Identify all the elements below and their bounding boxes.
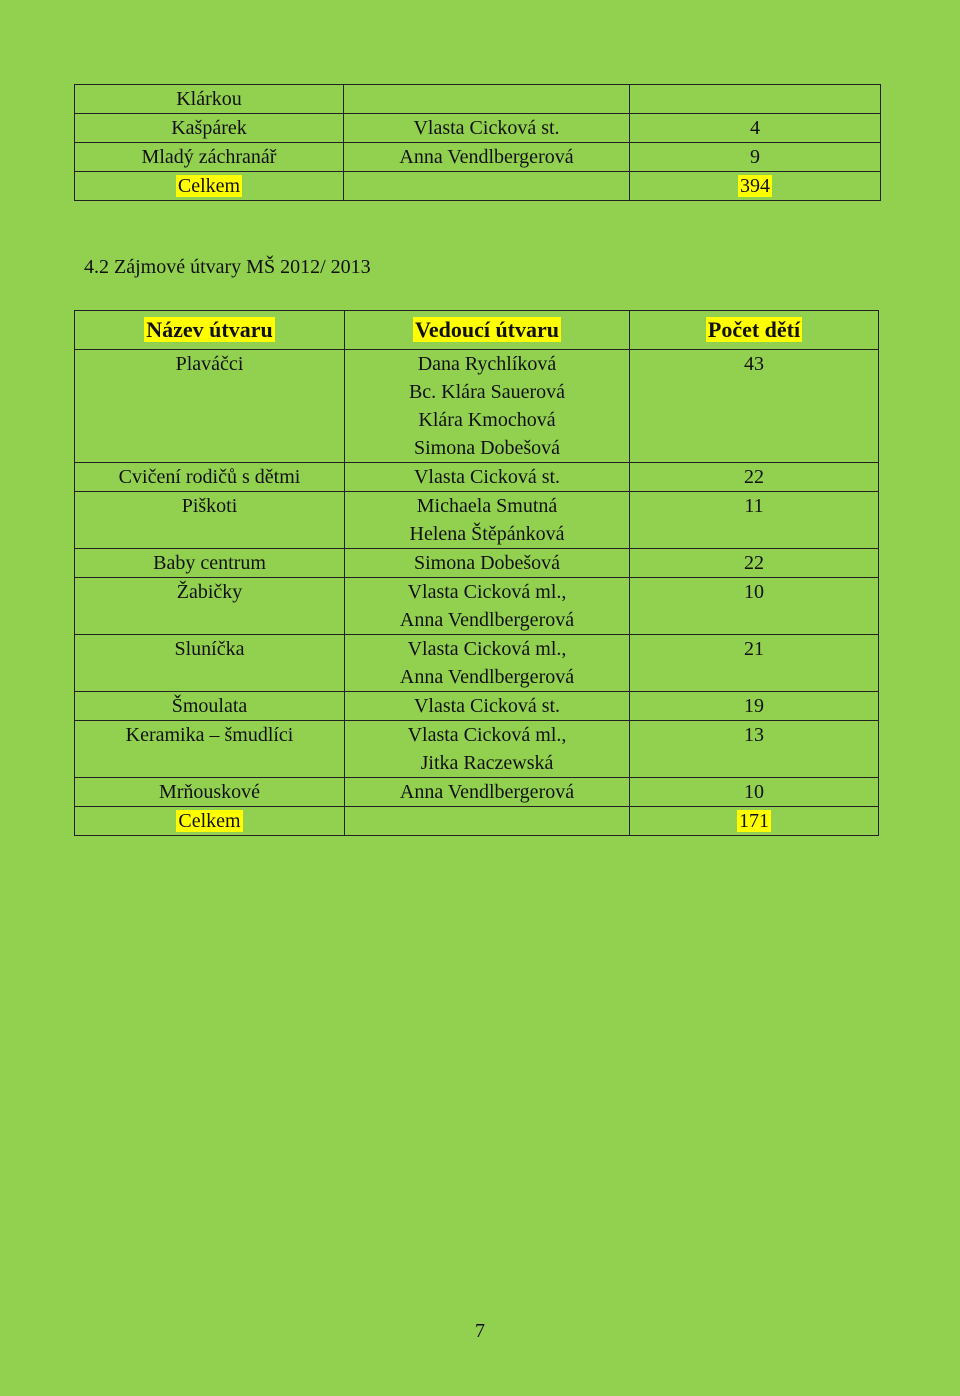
group-leader: Klára Kmochová <box>418 409 556 431</box>
group-leaders <box>345 578 630 635</box>
total-value-cell <box>630 807 879 836</box>
group-name: Keramika – šmudlíci <box>75 721 345 778</box>
group-leader: Vlasta Cicková ml., <box>407 581 567 603</box>
group-count: 11 <box>630 492 879 549</box>
total-value: 394 <box>740 175 770 197</box>
group-count: 10 <box>630 578 879 635</box>
table-row <box>75 143 881 172</box>
group-leaders <box>345 463 630 492</box>
table-row <box>75 721 879 778</box>
empty-cell <box>345 807 630 836</box>
group-leader: Vlasta Cicková st. <box>413 695 561 717</box>
group-leaders <box>345 549 630 578</box>
table-row <box>75 578 879 635</box>
table-row <box>75 114 881 143</box>
group-leader: Anna Vendlbergerová <box>399 666 575 688</box>
group-leaders <box>345 635 630 692</box>
continued-activities-table <box>74 84 881 201</box>
group-leader: Anna Vendlbergerová <box>399 781 575 803</box>
activity-count <box>630 85 881 114</box>
group-leader: Anna Vendlbergerová <box>399 609 575 631</box>
table-header-row <box>75 311 879 350</box>
group-name: Plaváčci <box>75 350 345 463</box>
header-leader: Vedoucí útvaru <box>414 317 560 342</box>
table-row <box>75 635 879 692</box>
group-count: 43 <box>630 350 879 463</box>
total-row <box>75 172 881 201</box>
group-name: Piškoti <box>75 492 345 549</box>
group-count: 13 <box>630 721 879 778</box>
activity-name: Kašpárek <box>75 114 344 143</box>
header-count: Počet dětí <box>707 317 801 342</box>
activity-leader: Vlasta Cicková st. <box>344 114 630 143</box>
group-name: Baby centrum <box>75 549 345 578</box>
group-leader: Vlasta Cicková ml., <box>407 638 567 660</box>
group-leader: Simona Dobešová <box>413 552 561 574</box>
total-label: Celkem <box>177 175 241 197</box>
header-leader-cell <box>345 311 630 350</box>
total-row <box>75 807 879 836</box>
table-body <box>75 350 879 807</box>
group-leader: Vlasta Cicková st. <box>413 466 561 488</box>
group-leaders <box>345 721 630 778</box>
total-value-cell <box>630 172 881 201</box>
group-leaders <box>345 778 630 807</box>
group-leader: Jitka Raczewská <box>420 752 554 774</box>
table-row <box>75 549 879 578</box>
activity-leader: Anna Vendlbergerová <box>344 143 630 172</box>
group-count: 10 <box>630 778 879 807</box>
group-count: 22 <box>630 463 879 492</box>
interest-groups-table <box>74 310 879 836</box>
group-leader: Vlasta Cicková ml., <box>407 724 567 746</box>
group-name: Cvičení rodičů s dětmi <box>75 463 345 492</box>
group-leaders <box>345 492 630 549</box>
group-leaders <box>345 350 630 463</box>
group-count: 19 <box>630 692 879 721</box>
group-name: Sluníčka <box>75 635 345 692</box>
activity-count: 9 <box>630 143 881 172</box>
table-row <box>75 778 879 807</box>
group-name: Žabičky <box>75 578 345 635</box>
header-name: Název útvaru <box>146 317 273 342</box>
total-label: Celkem <box>178 810 241 832</box>
table-row <box>75 463 879 492</box>
total-label-cell <box>75 172 344 201</box>
group-leader: Michaela Smutná <box>416 495 558 517</box>
table-row <box>75 692 879 721</box>
group-leader: Dana Rychlíková <box>417 353 557 375</box>
activity-count: 4 <box>630 114 881 143</box>
header-name-cell <box>75 311 345 350</box>
group-name: Šmoulata <box>75 692 345 721</box>
empty-cell <box>344 172 630 201</box>
activity-leader <box>344 85 630 114</box>
header-count-cell <box>630 311 879 350</box>
page-number: 7 <box>475 1320 485 1342</box>
activity-name: Klárkou <box>75 85 344 114</box>
group-leader: Bc. Klára Sauerová <box>408 381 566 403</box>
group-leader: Helena Štěpánková <box>409 523 565 545</box>
total-value: 171 <box>739 810 769 832</box>
group-leaders <box>345 692 630 721</box>
group-count: 21 <box>630 635 879 692</box>
table-row <box>75 350 879 463</box>
activity-name: Mladý záchranář <box>75 143 344 172</box>
table-row <box>75 85 881 114</box>
section-heading: 4.2 Zájmové útvary MŠ 2012/ 2013 <box>84 256 371 278</box>
group-leader: Simona Dobešová <box>413 437 561 459</box>
group-count: 22 <box>630 549 879 578</box>
table-row <box>75 492 879 549</box>
total-label-cell <box>75 807 345 836</box>
group-name: Mrňouskové <box>75 778 345 807</box>
